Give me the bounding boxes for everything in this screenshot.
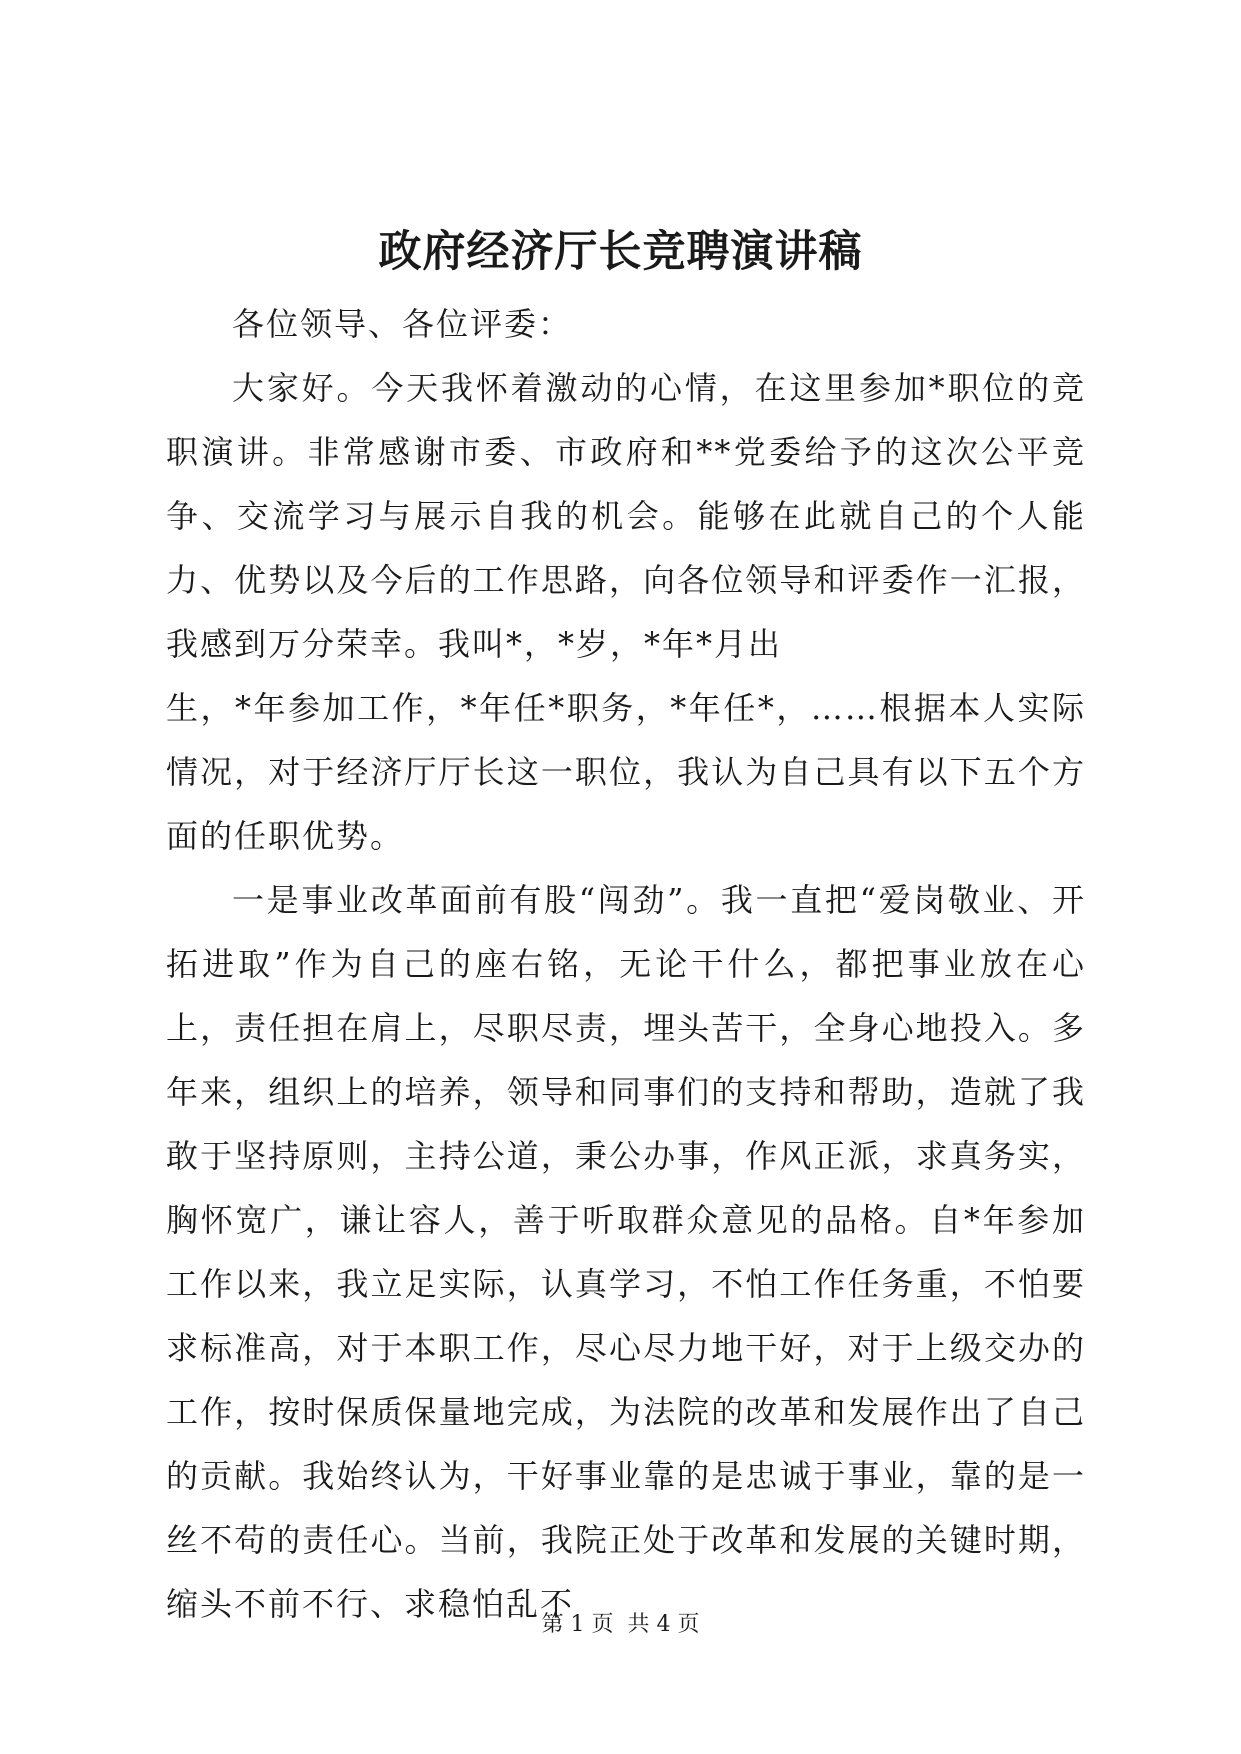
- background-paragraph: 生，*年参加工作，*年任*职务，*年任*，……根据本人实际情况，对于经济厅厅长这一职位，我认为自己具有以下五个方面的任职优势。: [166, 689, 1086, 855]
- page-footer: [0, 1610, 1241, 1640]
- intro-paragraph: 大家好。今天我怀着激动的心情，在这里参加*职位的竞职演讲。非常感谢市委、市政府和**党委给予的这次公平竞争、交流学习与展示自我的机会。能够在此就自己的个人能力、优势以及今后的工作思路，向各位领导和评委作一汇报，我感到万分荣幸。我叫*，*岁，*年*月出: [166, 369, 1086, 663]
- page-total: 共 4 页: [627, 1612, 700, 1637]
- page-number: 第 1 页: [541, 1612, 614, 1637]
- salutation-paragraph: 各位领导、各位评委：: [232, 305, 573, 343]
- document-title: 政府经济厅长竞聘演讲稿: [378, 227, 863, 277]
- document-body: [166, 292, 1086, 1636]
- advantage-one-paragraph: 一是事业改革面前有股“闯劲”。我一直把“爱岗敬业、开拓进取”作为自己的座右铭，无论干什么，都把事业放在心上，责任担在肩上，尽职尽责，埋头苦干，全身心地投入。多年来，组织上的培养，领导和同事们的支持和帮助，造就了我敢于坚持原则，主持公道，秉公办事，作风正派，求真务实，胸怀宽广，谦让容人，善于听取群众意见的品格。自*年参加工作以来，我立足实际，认真学习，不怕工作任务重，不怕要求标准高，对于本职工作，尽心尽力地干好，对于上级交办的工作，按时保质保量地完成，为法院的改革和发展作出了自己的贡献。我始终认为，干好事业靠的是忠诚于事业，靠的是一丝不苟的责任心。当前，我院正处于改革和发展的关键时期，缩头不前不行、求稳怕乱不: [166, 881, 1086, 1623]
